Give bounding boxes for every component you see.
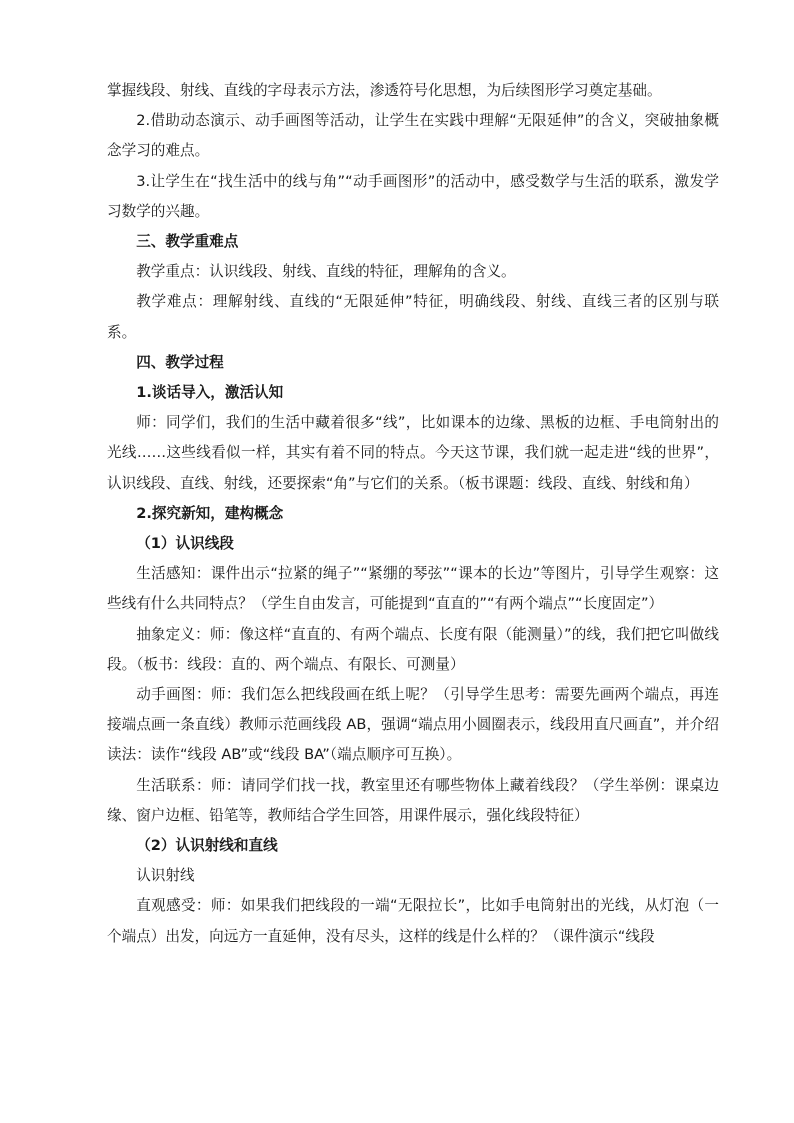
- paragraph-intro: 师：同学们，我们的生活中藏着很多“线”，比如课本的边缘、黑板的边框、手电筒射出的光线……这些线看似一样，其实有着不同的特点。今天这节课，我们就一起走进“线的世界”，认识线段、直线、射线，还要探索“角”与它们的关系。（板书课题：线段、直线、射线和角）: [107, 414, 719, 492]
- paragraph-segment-drawing: 动手画图：师：我们怎么把线段画在纸上呢？（引导学生思考：需要先画两个端点，再连接端点画一条直线）教师示范画线段 AB，强调“端点用小圆圈表示，线段用直尺画直”，并介绍读法：读作“线段 AB”或“线段 BA”（端点顺序可互换）。: [107, 686, 719, 764]
- paragraph-segment-definition: 抽象定义：师：像这样“直直的、有两个端点、长度有限（能测量）”的线，我们把它叫做线段。（板书：线段：直的、两个端点、有限长、可测量）: [107, 625, 719, 673]
- paragraph-objective-3: 3.让学生在“找生活中的线与角”“动手画图形”的活动中，感受数学与生活的联系，激发学习数学的兴趣。: [107, 172, 719, 220]
- paragraph-objective-1-cont: 掌握线段、射线、直线的字母表示方法，渗透符号化思想，为后续图形学习奠定基础。: [107, 82, 662, 99]
- paragraph-objective-2: 2.借助动态演示、动手画图等活动，让学生在实践中理解“无限延伸”的含义，突破抽象概念学习的难点。: [107, 112, 719, 160]
- document-body: [107, 76, 719, 952]
- paragraph-ray-intuition: 直观感受：师：如果我们把线段的一端“无限拉长”，比如手电筒射出的光线，从灯泡（一个端点）出发，向远方一直延伸，没有尽头，这样的线是什么样的？（课件演示“线段: [107, 897, 719, 945]
- subheading-intro: 1.谈话导入，激活认知: [136, 384, 284, 402]
- subheading-segment: （1）认识线段: [136, 535, 234, 553]
- paragraph-ray-title: 认识射线: [136, 867, 195, 885]
- section-heading-process: 四、教学过程: [136, 353, 224, 371]
- paragraph-segment-life: 生活联系：师：请同学们找一找，教室里还有哪些物体上藏着线段？（学生举例：课桌边缘、窗户边框、铅笔等，教师结合学生回答，用课件展示，强化线段特征）: [107, 776, 719, 824]
- subheading-ray-line: （2）认识射线和直线: [136, 837, 278, 855]
- paragraph-difficulty: 教学难点：理解射线、直线的“无限延伸”特征，明确线段、射线、直线三者的区别与联系。: [107, 293, 719, 341]
- subheading-explore: 2.探究新知，建构概念: [136, 504, 284, 522]
- paragraph-segment-perception: 生活感知：课件出示“拉紧的绳子”“紧绷的琴弦”“课本的长边”等图片，引导学生观察：这些线有什么共同特点？（学生自由发言，可能提到“直直的”“有两个端点”“长度固定”）: [107, 565, 719, 613]
- paragraph-key-point: 教学重点：认识线段、射线、直线的特征，理解角的含义。: [136, 263, 516, 281]
- section-heading-key-points: 三、教学重难点: [136, 233, 239, 251]
